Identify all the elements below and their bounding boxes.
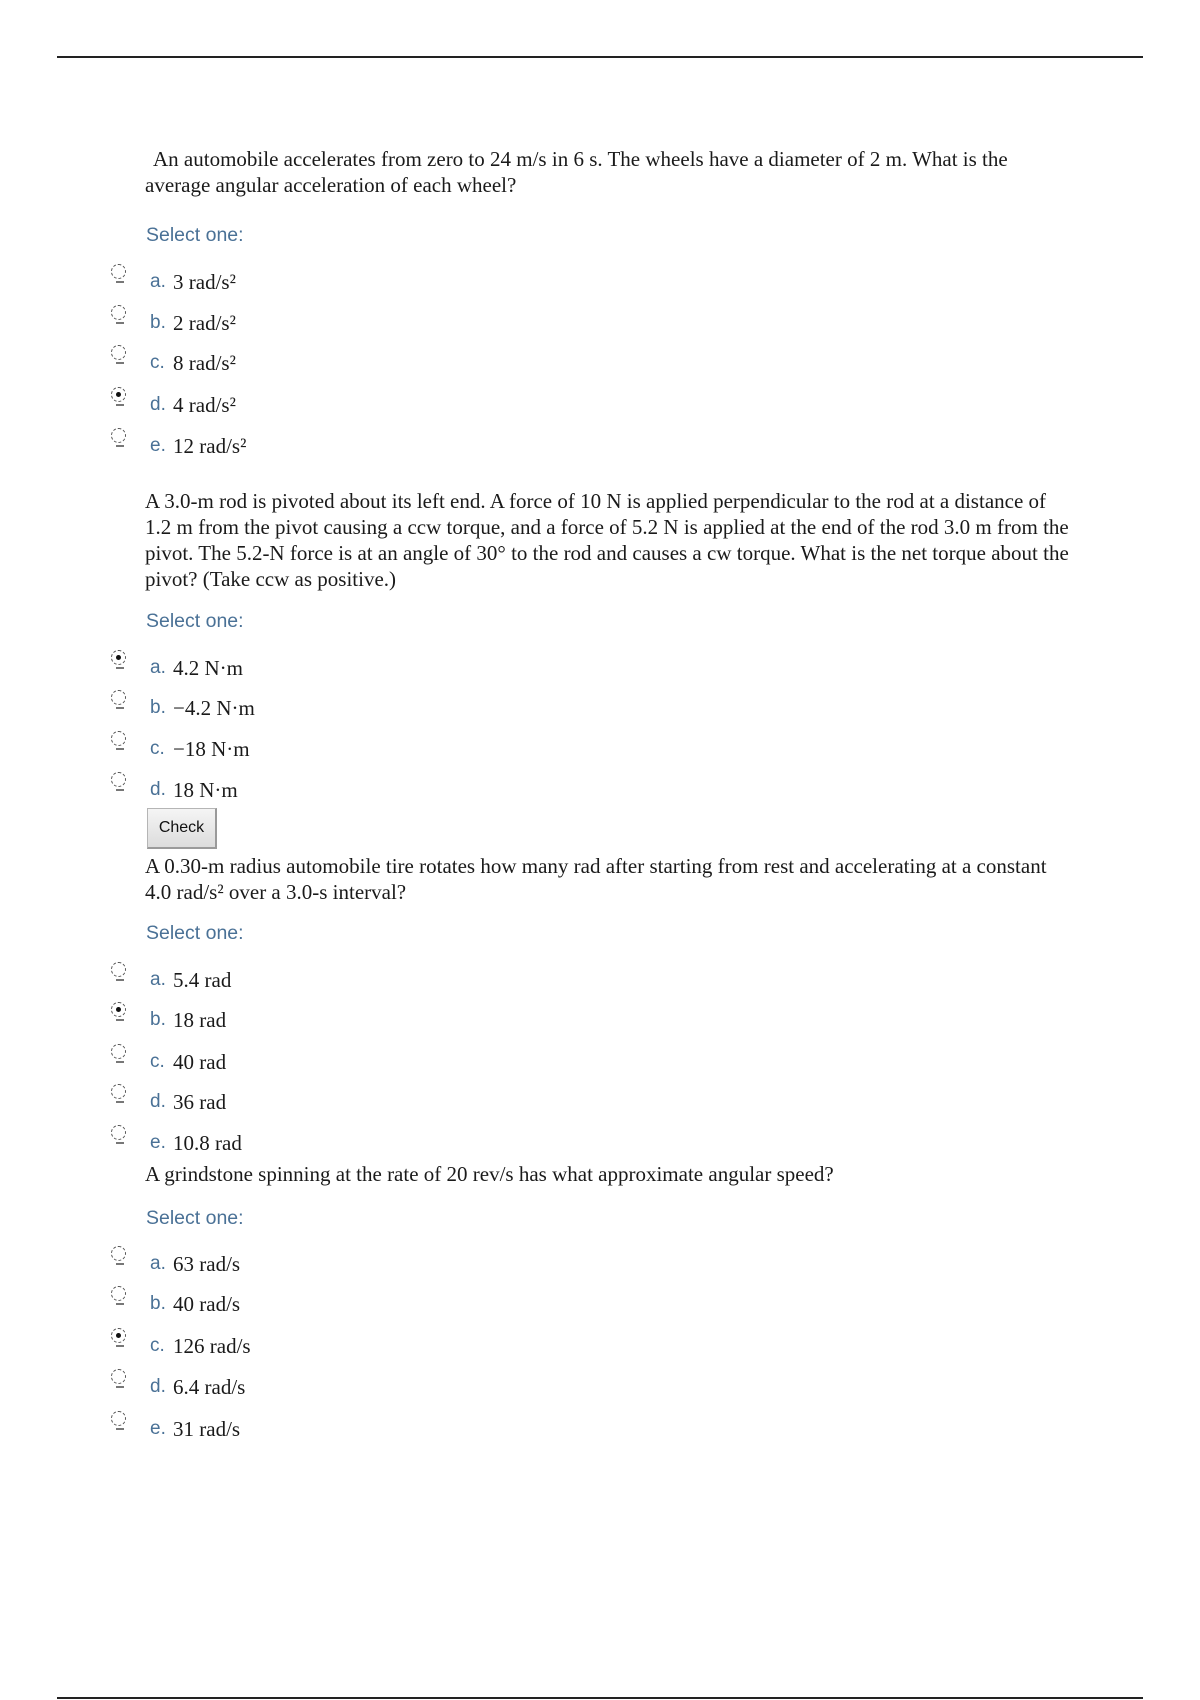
radio-underline: [116, 362, 124, 364]
answer-option[interactable]: [0, 656, 1200, 693]
question-text: A grindstone spinning at the rate of 20 rev/s has what approximate angular speed?: [145, 1162, 834, 1186]
option-text: 6.4 rad/s: [173, 1375, 246, 1399]
option-letter: b.: [150, 1009, 166, 1030]
option-letter: c.: [150, 738, 165, 759]
answer-option[interactable]: [0, 1334, 1200, 1371]
radio-underline: [116, 1101, 124, 1103]
check-button[interactable]: Check: [147, 808, 217, 849]
answer-option[interactable]: [0, 393, 1200, 430]
option-text: −18 N·m: [173, 737, 250, 761]
answer-option[interactable]: [0, 696, 1200, 733]
option-text: −4.2 N·m: [173, 696, 255, 720]
option-text: 31 rad/s: [173, 1417, 241, 1441]
select-one-label: Select one:: [146, 922, 244, 944]
answer-option[interactable]: [0, 737, 1200, 774]
answer-option[interactable]: [0, 1252, 1200, 1289]
option-letter: a.: [150, 271, 166, 292]
option-text: 18 rad: [173, 1008, 227, 1032]
option-letter: d.: [150, 779, 166, 800]
radio-underline: [116, 281, 124, 283]
option-letter: c.: [150, 1335, 165, 1356]
option-letter: a.: [150, 969, 166, 990]
answer-option[interactable]: [0, 270, 1200, 307]
radio-button[interactable]: [111, 1411, 126, 1426]
radio-underline: [116, 1142, 124, 1144]
answer-option[interactable]: [0, 1292, 1200, 1329]
question-text: A 3.0-m rod is pivoted about its left end. A force of 10 N is applied perpendicular to the rod at a distance of 1.2 m from the pivot causing a ccw torque, and a force of 5.2 N is applied at the end of the rod 3.0 m from the pivot. The 5.2-N force is at an angle of 30° to the rod and causes a cw torque. What is the net torque about the pivot? (Take ccw as positive.): [145, 489, 1069, 591]
radio-underline: [116, 1428, 124, 1430]
option-text: 12 rad/s²: [173, 434, 247, 458]
option-text: 8 rad/s²: [173, 351, 236, 375]
radio-underline: [116, 1061, 124, 1063]
radio-underline: [116, 445, 124, 447]
radio-button[interactable]: [111, 1246, 126, 1261]
option-letter: d.: [150, 394, 166, 415]
radio-underline: [116, 789, 124, 791]
select-one-label: Select one:: [146, 224, 244, 246]
radio-button[interactable]: [111, 1002, 126, 1017]
radio-button[interactable]: [111, 731, 126, 746]
option-text: 2 rad/s²: [173, 311, 236, 335]
option-text: 4.2 N·m: [173, 656, 243, 680]
option-text: 18 N·m: [173, 778, 238, 802]
option-text: 40 rad/s: [173, 1292, 241, 1316]
radio-underline: [116, 1303, 124, 1305]
radio-button[interactable]: [111, 1286, 126, 1301]
select-one-label: Select one:: [146, 1207, 244, 1229]
radio-underline: [116, 1263, 124, 1265]
option-letter: b.: [150, 1293, 166, 1314]
radio-underline: [116, 322, 124, 324]
option-letter: e.: [150, 435, 166, 456]
option-text: 63 rad/s: [173, 1252, 241, 1276]
answer-option[interactable]: [0, 1375, 1200, 1412]
radio-button[interactable]: [111, 690, 126, 705]
option-letter: b.: [150, 312, 166, 333]
answer-option[interactable]: [0, 968, 1200, 1005]
option-letter: e.: [150, 1132, 166, 1153]
radio-button[interactable]: [111, 387, 126, 402]
option-letter: e.: [150, 1418, 166, 1439]
bottom-divider: [57, 1697, 1143, 1699]
option-letter: c.: [150, 352, 165, 373]
option-letter: b.: [150, 697, 166, 718]
answer-option[interactable]: [0, 1417, 1200, 1454]
radio-button[interactable]: [111, 772, 126, 787]
radio-underline: [116, 404, 124, 406]
option-letter: d.: [150, 1376, 166, 1397]
radio-underline: [116, 707, 124, 709]
radio-underline: [116, 667, 124, 669]
answer-option[interactable]: [0, 434, 1200, 471]
option-letter: c.: [150, 1051, 165, 1072]
radio-button[interactable]: [111, 345, 126, 360]
radio-button[interactable]: [111, 1369, 126, 1384]
radio-underline: [116, 1386, 124, 1388]
option-text: 40 rad: [173, 1050, 227, 1074]
select-one-label: Select one:: [146, 610, 244, 632]
radio-button[interactable]: [111, 1328, 126, 1343]
option-text: 126 rad/s: [173, 1334, 251, 1358]
answer-option[interactable]: [0, 1090, 1200, 1127]
answer-option[interactable]: [0, 1050, 1200, 1087]
radio-button[interactable]: [111, 428, 126, 443]
option-text: 5.4 rad: [173, 968, 232, 992]
radio-button[interactable]: [111, 305, 126, 320]
option-text: 36 rad: [173, 1090, 227, 1114]
option-text: 10.8 rad: [173, 1131, 242, 1155]
radio-button[interactable]: [111, 1084, 126, 1099]
question-text: A 0.30-m radius automobile tire rotates how many rad after starting from rest and accelerating at a constant 4.0 rad/s² over a 3.0-s interval?: [145, 854, 1047, 904]
radio-underline: [116, 748, 124, 750]
radio-underline: [116, 1019, 124, 1021]
option-letter: a.: [150, 1253, 166, 1274]
radio-underline: [116, 1345, 124, 1347]
radio-button[interactable]: [111, 1044, 126, 1059]
option-text: 3 rad/s²: [173, 270, 236, 294]
question-text: An automobile accelerates from zero to 24 m/s in 6 s. The wheels have a diameter of 2 m. What is the average angular acceleration of each wheel?: [145, 147, 1008, 197]
option-text: 4 rad/s²: [173, 393, 236, 417]
radio-button[interactable]: [111, 962, 126, 977]
answer-option[interactable]: [0, 1008, 1200, 1045]
answer-option[interactable]: [0, 311, 1200, 348]
answer-option[interactable]: [0, 351, 1200, 388]
radio-button[interactable]: [111, 1125, 126, 1140]
radio-button[interactable]: [111, 264, 126, 279]
option-letter: a.: [150, 657, 166, 678]
option-letter: d.: [150, 1091, 166, 1112]
radio-button[interactable]: [111, 650, 126, 665]
radio-underline: [116, 979, 124, 981]
